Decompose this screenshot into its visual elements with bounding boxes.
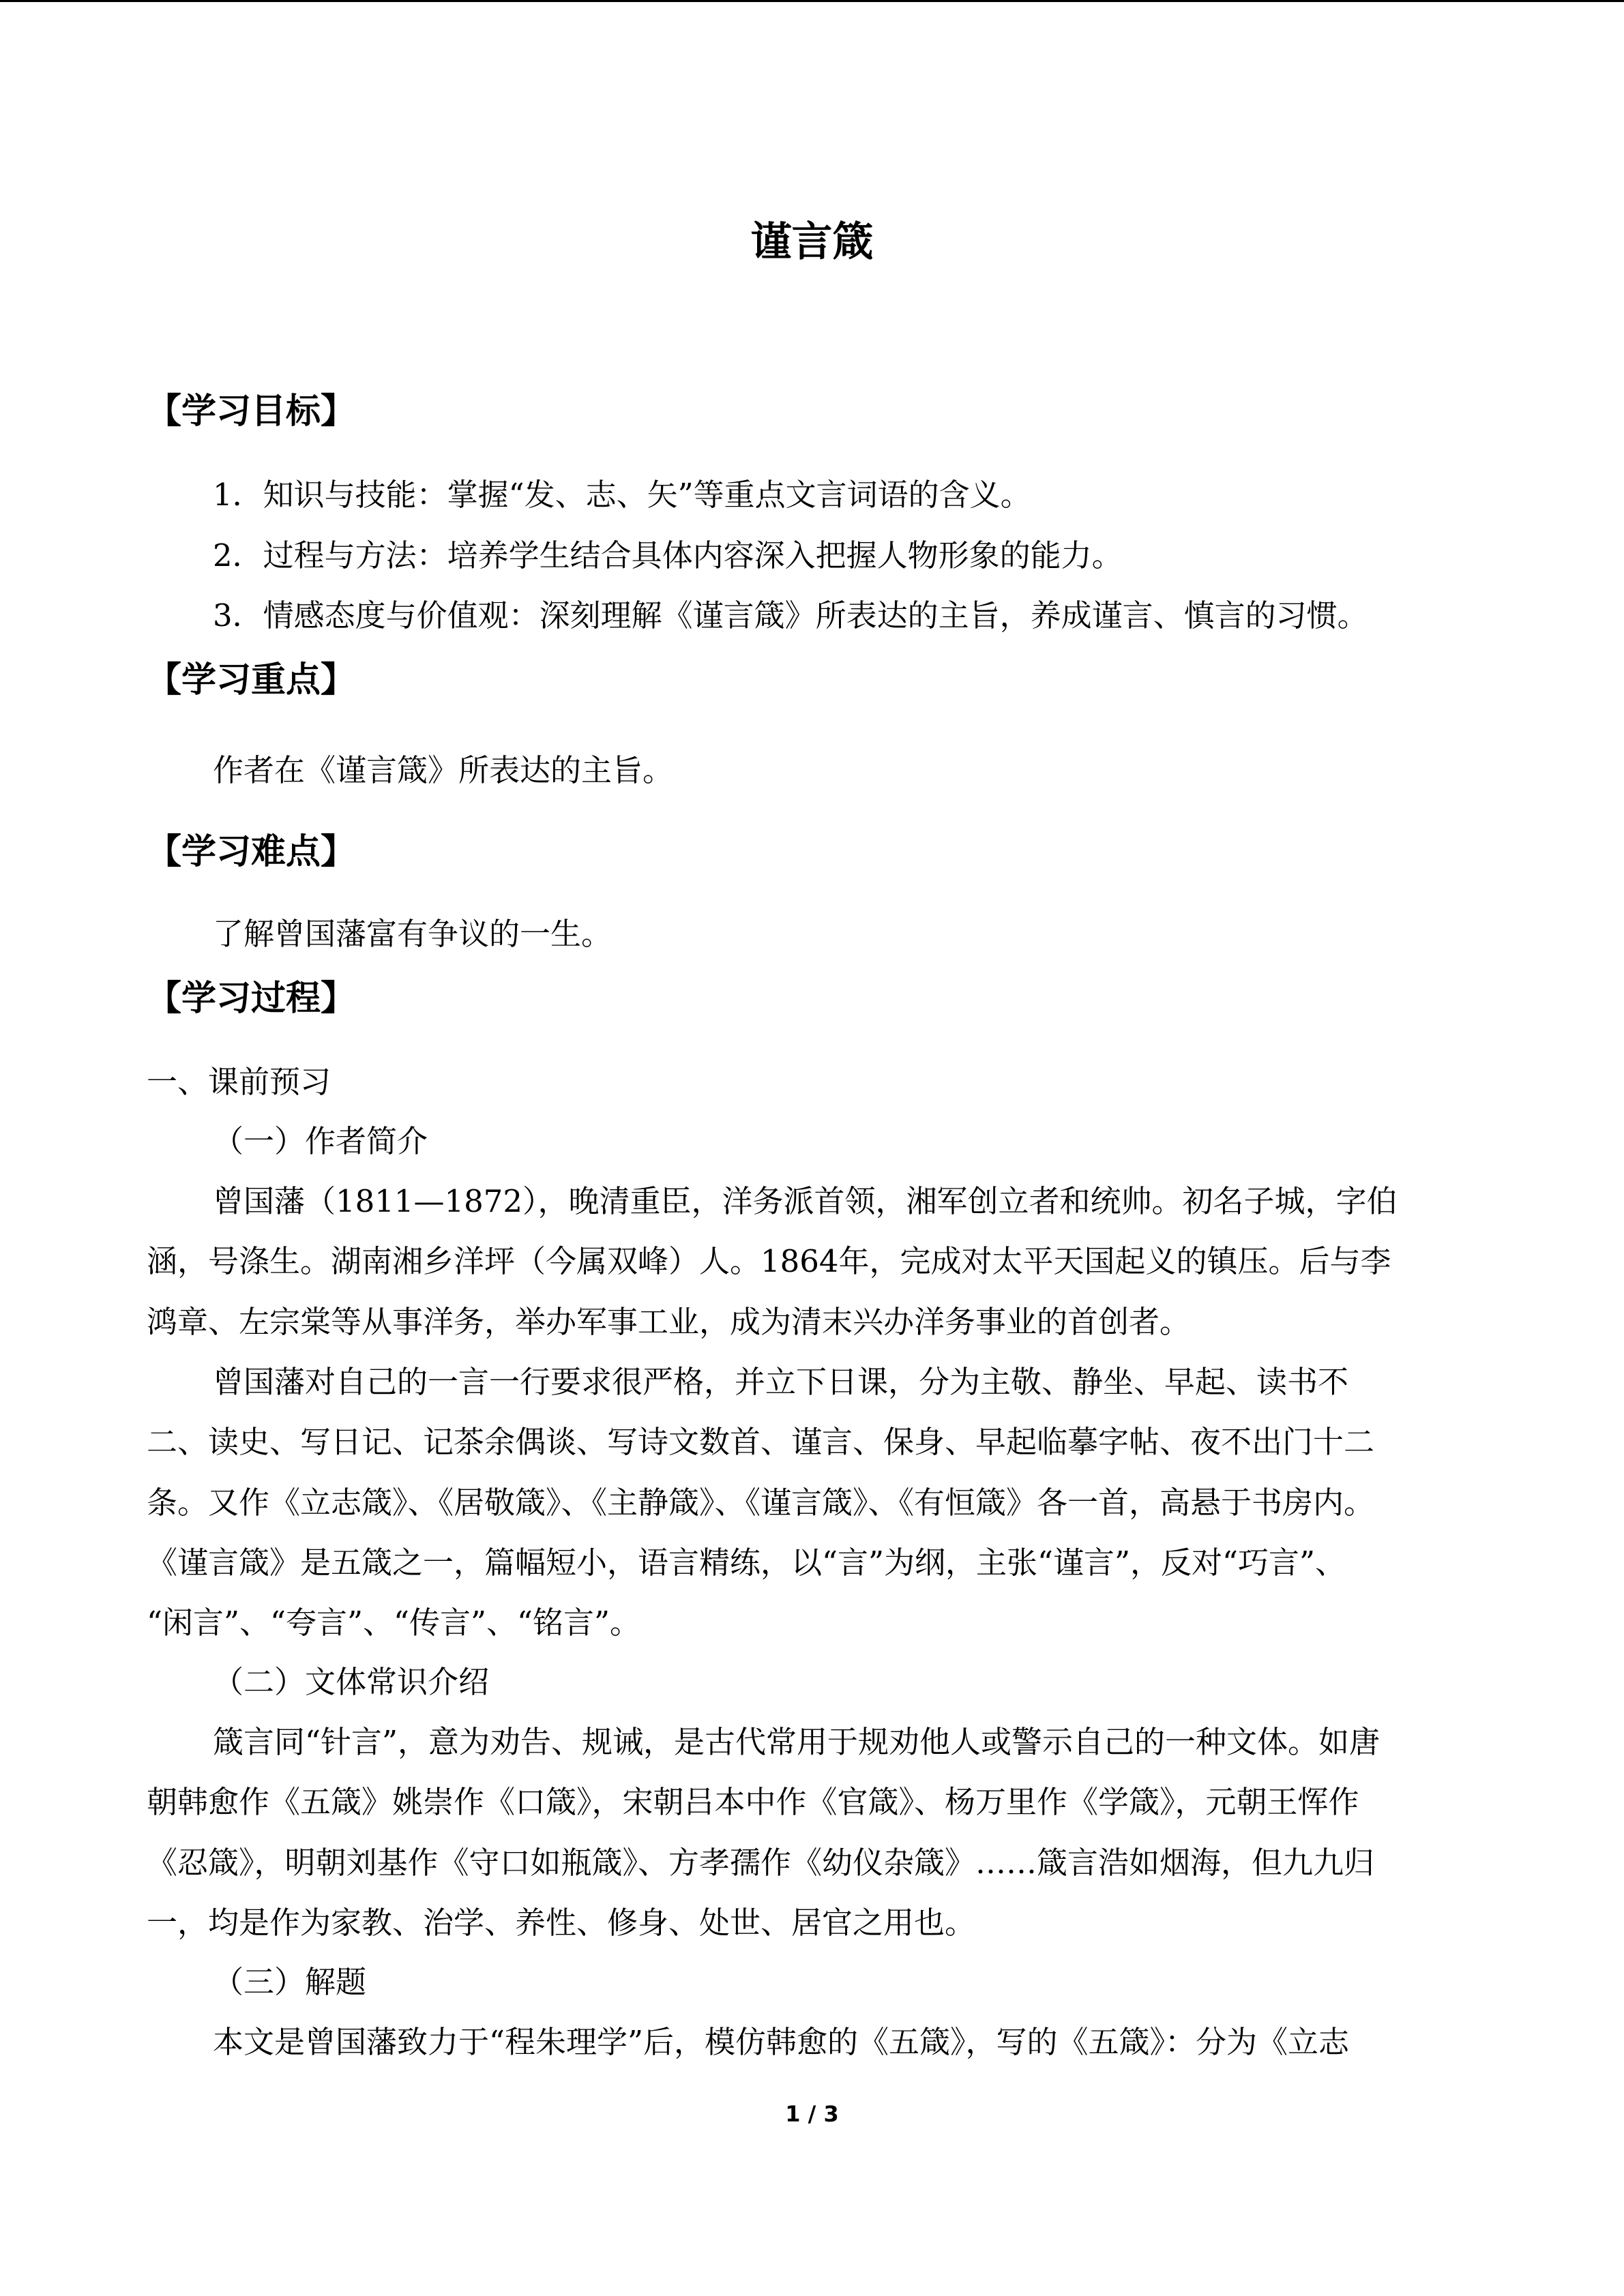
subheading-title-explanation: （三）解题	[213, 1964, 367, 2000]
author-para-line: 涵，号涤生。湖南湘乡洋坪（今属双峰）人。1864年，完成对太平天国起义的镇压。后与李	[147, 1243, 1391, 1279]
author-para-line: 曾国藩（1811—1872），晚清重臣，洋务派首领，湘军创立者和统帅。初名子城，字伯	[213, 1183, 1398, 1219]
subheading-author: （一）作者简介	[213, 1123, 428, 1159]
title-explanation-line: 本文是曾国藩致力于“程朱理学”后，模仿韩愈的《五箴》，写的《五箴》：分为《立志	[213, 2024, 1350, 2060]
author-para-line: 鸿章、左宗棠等从事洋务，举办军事工业，成为清末兴办洋务事业的首创者。	[147, 1304, 1191, 1340]
heading-learning-process: 【学习过程】	[147, 979, 356, 1019]
part-preview: 一、课前预习	[147, 1064, 331, 1100]
heading-key-points: 【学习重点】	[147, 660, 356, 700]
page-title: 谨言箴	[750, 218, 874, 266]
author-para2-line: 二、读史、写日记、记茶余偶谈、写诗文数首、谨言、保身、早起临摹字帖、夜不出门十二	[147, 1424, 1375, 1460]
genre-para-line: 箴言同“针言”，意为劝告、规诫，是古代常用于规劝他人或警示自己的一种文体。如唐	[213, 1724, 1381, 1760]
subheading-genre: （二）文体常识介绍	[213, 1664, 490, 1700]
genre-para-line: 一，均是作为家教、治学、养性、修身、处世、居官之用也。	[147, 1905, 976, 1941]
author-para2-line: 条。又作《立志箴》、《居敬箴》、《主静箴》、《谨言箴》、《有恒箴》各一首，高悬于书房内。	[147, 1485, 1375, 1521]
goal-item-1: 1．知识与技能：掌握“发、志、矢”等重点文言词语的含义。	[213, 477, 1031, 513]
heading-learning-goals: 【学习目标】	[147, 391, 356, 432]
goal-item-3: 3．情感态度与价值观：深刻理解《谨言箴》所表达的主旨，养成谨言、慎言的习惯。	[213, 597, 1368, 633]
heading-difficulties: 【学习难点】	[147, 832, 356, 872]
genre-para-line: 《忍箴》，明朝刘基作《守口如瓶箴》、方孝孺作《幼仪杂箴》……箴言浩如烟海，但九九归	[147, 1845, 1375, 1881]
author-para2-line: “闲言”、“夸言”、“传言”、“铭言”。	[147, 1605, 641, 1641]
difficulties-text: 了解曾国藩富有争议的一生。	[213, 916, 612, 952]
top-border-line	[0, 0, 1624, 2]
page-number: 1 / 3	[785, 2101, 839, 2127]
genre-para-line: 朝韩愈作《五箴》姚崇作《口箴》，宋朝吕本中作《官箴》、杨万里作《学箴》，元朝王恽作	[147, 1784, 1359, 1820]
author-para2-line: 《谨言箴》是五箴之一，篇幅短小，语言精练，以“言”为纲，主张“谨言”，反对“巧言”、	[147, 1545, 1346, 1581]
key-points-text: 作者在《谨言箴》所表达的主旨。	[213, 752, 674, 788]
goal-item-2: 2．过程与方法：培养学生结合具体内容深入把握人物形象的能力。	[213, 537, 1123, 573]
author-para2-line: 曾国藩对自己的一言一行要求很严格，并立下日课，分为主敬、静坐、早起、读书不	[213, 1364, 1349, 1400]
